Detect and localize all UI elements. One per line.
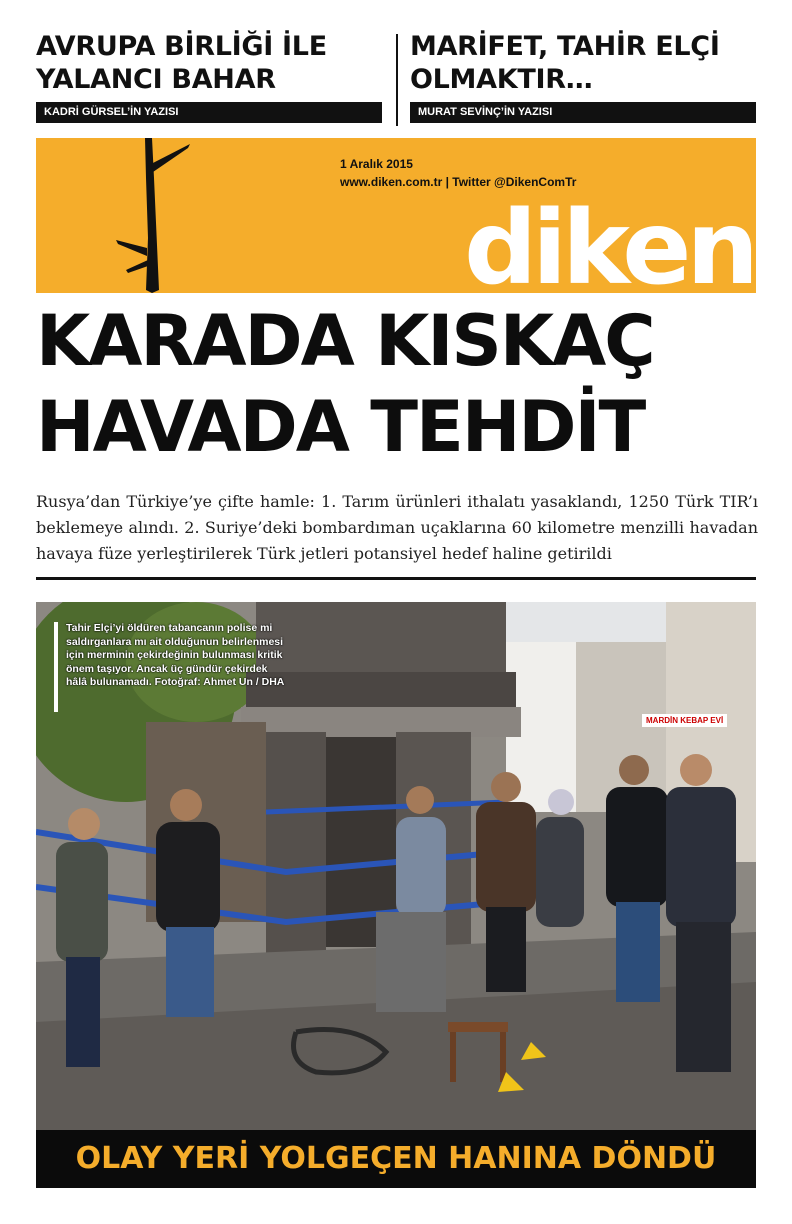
shop-sign: MARDİN KEBAP EVİ — [642, 714, 727, 727]
masthead — [36, 138, 756, 293]
thorn-icon — [102, 138, 192, 293]
teaser-right[interactable] — [410, 30, 756, 123]
diken-logo: di̇ken — [464, 189, 754, 293]
issue-date: 1 Aralık 2015 — [340, 157, 413, 171]
news-photo[interactable] — [36, 602, 756, 1130]
teaser-title[interactable]: AVRUPA BİRLİĞİ İLE YALANCI BAHAR — [36, 31, 327, 95]
teaser-left[interactable] — [36, 30, 382, 123]
teaser-author: KADRİ GÜRSEL’İN YAZISI — [36, 102, 382, 123]
section-divider — [36, 577, 756, 580]
teaser-title[interactable]: MARİFET, TAHİR ELÇİ OLMAKTIR… — [410, 31, 720, 95]
photo-caption: Tahir Elçi’yi öldüren tabancanın polise mi saldırganlara mı ait olduğunun belirlenmesi için merminin çekirdeğinin bulunması kritik önem taşıyor. Ancak üç gündür çekirdek hâlâ bulunamadı. Fotoğraf: Ahmet Un / DHA — [66, 622, 285, 688]
deck-text: Rusya’dan Türkiye’ye çifte hamle: 1. Tarım ürünleri ithalatı yasaklandı, 1250 Türk TIR’ı beklemeye alındı. 2. Suriye’deki bombardıman uçaklarına 60 kilometre menzilli havadan havaya füze yerleştirilerek Türk jetleri potansiyel hedef haline getirildi — [36, 492, 758, 563]
headline-line-1: KARADA KISKAÇ — [36, 300, 654, 382]
caption-accent-bar — [54, 622, 58, 712]
site-info[interactable]: www.diken.com.tr | Twitter @DikenComTr — [340, 175, 577, 189]
main-headline[interactable] — [36, 298, 760, 470]
headline-line-2: HAVADA TEHDİT — [36, 386, 645, 468]
teaser-author: MURAT SEVİNÇ’İN YAZISI — [410, 102, 756, 123]
teaser-divider — [396, 34, 398, 126]
photo-headline-banner[interactable]: OLAY YERİ YOLGEÇEN HANINA DÖNDÜ — [36, 1130, 756, 1188]
